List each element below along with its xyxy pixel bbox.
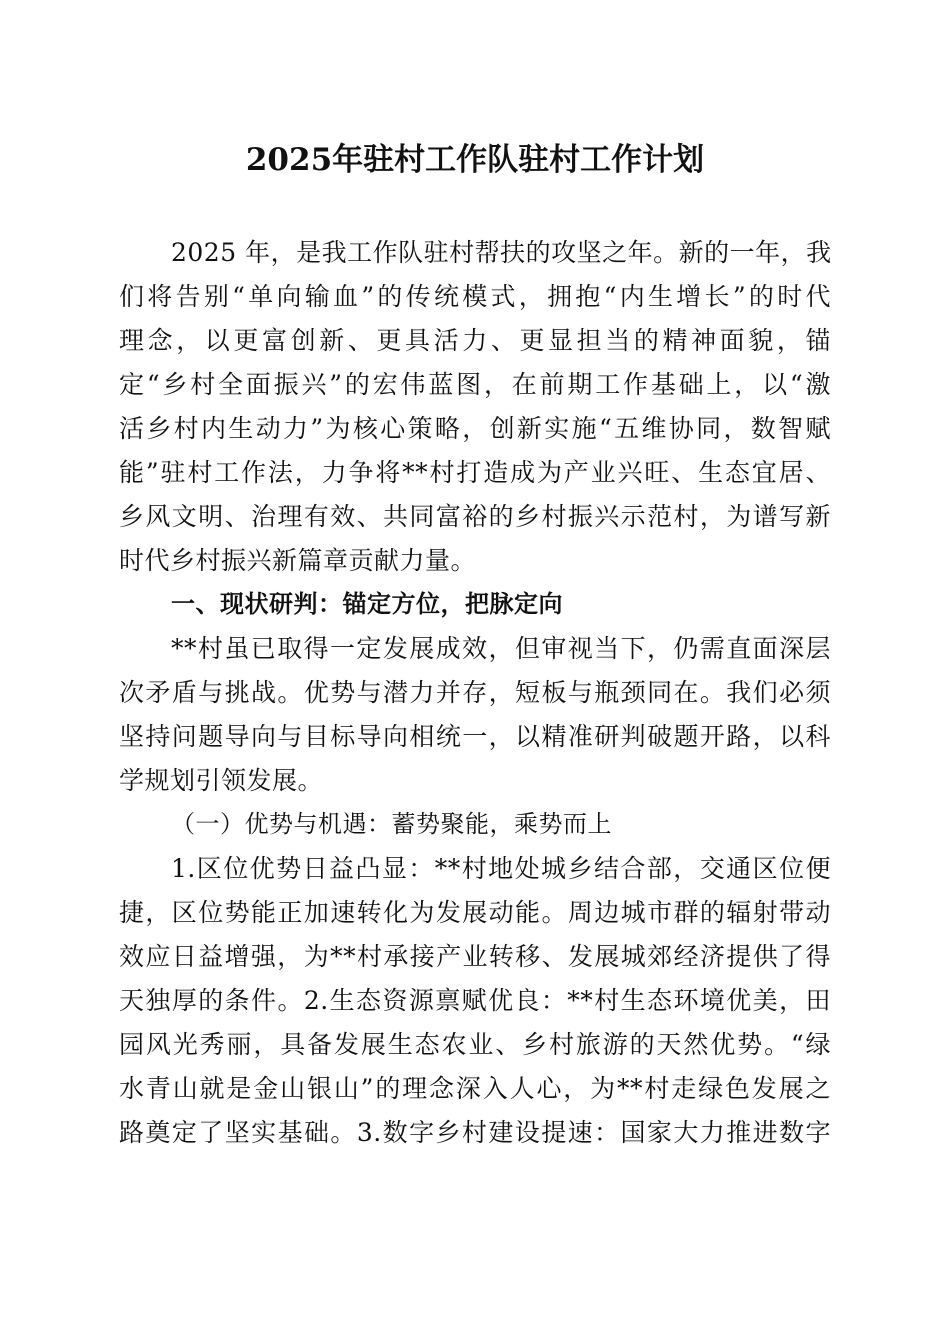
section-heading: 一、现状研判：锚定方位，把脉定向 bbox=[171, 590, 563, 618]
paragraph-line: 天独厚的条件。2.生态资源禀赋优良：**村生态环境优美，田 bbox=[119, 986, 831, 1015]
paragraph-line: 水青山就是金山银山”的理念深入人心，为**村走绿色发展之 bbox=[119, 1074, 831, 1103]
paragraph-line: 2025 年，是我工作队驻村帮扶的攻坚之年。新的一年，我 bbox=[171, 238, 832, 267]
paragraph-line: 1.区位优势日益凸显：**村地处城乡结合部，交通区位便 bbox=[171, 854, 831, 883]
paragraph-line: 乡风文明、治理有效、共同富裕的乡村振兴示范村，为谱写新 bbox=[119, 502, 831, 531]
paragraph-line: 效应日益增强，为**村承接产业转移、发展城郊经济提供了得 bbox=[119, 942, 831, 971]
paragraph-line: 们将告别“单向输血”的传统模式，拥抱“内生增长”的时代 bbox=[119, 282, 831, 311]
document-title: 2025年驻村工作队驻村工作计划 bbox=[245, 142, 705, 178]
paragraph-line: 路奠定了坚实基础。3.数字乡村建设提速：国家大力推进数字 bbox=[119, 1118, 831, 1147]
paragraph-line: 捷，区位势能正加速转化为发展动能。周边城市群的辐射带动 bbox=[119, 898, 831, 927]
paragraph-line: 坚持问题导向与目标导向相统一，以精准研判破题开路，以科 bbox=[119, 722, 831, 751]
paragraph-line: 园风光秀丽，具备发展生态农业、乡村旅游的天然优势。“绿 bbox=[119, 1030, 831, 1059]
paragraph-line: 次矛盾与挑战。优势与潜力并存，短板与瓶颈同在。我们必须 bbox=[119, 678, 831, 707]
paragraph-line: 时代乡村振兴新篇章贡献力量。 bbox=[119, 546, 477, 575]
paragraph-line: 理念，以更富创新、更具活力、更显担当的精神面貌，锚 bbox=[119, 326, 831, 355]
paragraph-line: 学规划引领发展。 bbox=[119, 766, 324, 795]
paragraph-line: 定“乡村全面振兴”的宏伟蓝图，在前期工作基础上，以“激 bbox=[119, 370, 831, 399]
paragraph-line: 能”驻村工作法，力争将**村打造成为产业兴旺、生态宜居、 bbox=[119, 458, 831, 487]
paragraph-line: 活乡村内生动力”为核心策略，创新实施“五维协同，数智赋 bbox=[119, 414, 831, 443]
subsection-heading: （一）优势与机遇：蓄势聚能，乘势而上 bbox=[171, 810, 612, 838]
paragraph-line: **村虽已取得一定发展成效，但审视当下，仍需直面深层 bbox=[171, 634, 831, 663]
